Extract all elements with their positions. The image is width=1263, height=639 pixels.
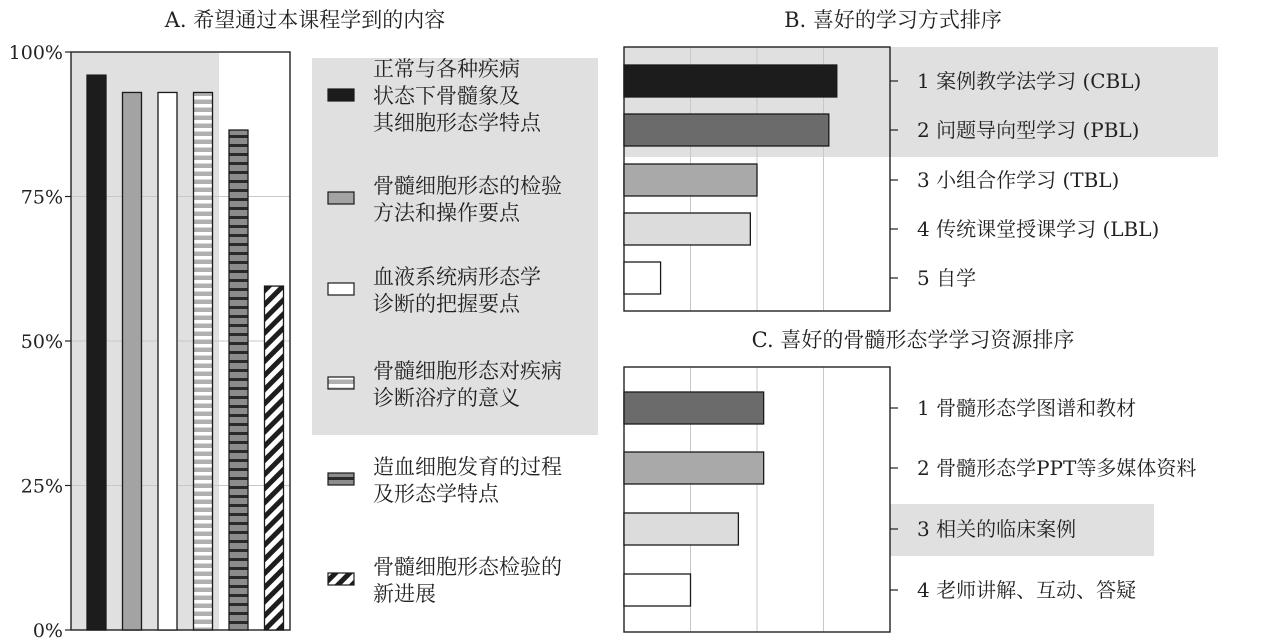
legend-label: 诊断浴疗的意义: [373, 386, 520, 410]
legend-swatch-4: [328, 377, 354, 389]
bar-b-2: [624, 114, 829, 146]
legend-label: 状态下骨髓象及: [373, 84, 520, 108]
category-label: 5 自学: [917, 266, 977, 290]
category-label: 1 骨髓形态学图谱和教材: [917, 396, 1137, 420]
bar-c-4: [624, 574, 691, 606]
panel-c-title: C. 喜好的骨髓形态学学习资源排序: [751, 328, 1075, 352]
bar-b-4: [624, 213, 750, 245]
bar-b-3: [624, 164, 757, 196]
legend-label: 及形态学特点: [373, 482, 499, 506]
category-label: 3 小组合作学习 (TBL): [917, 168, 1120, 192]
category-label: 3 相关的临床案例: [917, 517, 1077, 541]
legend-label: 骨髓细胞形态的检验: [373, 174, 562, 198]
bar-c-1: [624, 392, 764, 424]
y-tick-label: 100%: [8, 42, 63, 64]
panel-a-title: A. 希望通过本课程学到的内容: [164, 8, 446, 32]
legend-label: 方法和操作要点: [373, 201, 520, 225]
bar-a-2: [123, 92, 142, 630]
legend-label: 骨髓细胞形态对疾病: [373, 359, 562, 383]
category-label: 2 骨髓形态学PPT等多媒体资料: [917, 456, 1197, 480]
bar-c-2: [624, 452, 764, 484]
legend-label: 造血细胞发育的过程: [373, 455, 562, 479]
legend-label: 正常与各种疾病: [373, 57, 520, 81]
category-label: 2 问题导向型学习 (PBL): [917, 118, 1140, 142]
category-label: 4 老师讲解、互动、答疑: [917, 578, 1137, 602]
category-label: 4 传统课堂授课学习 (LBL): [917, 217, 1160, 241]
legend-label: 血液系统病形态学: [373, 265, 541, 289]
bar-a-1: [87, 75, 106, 630]
legend-swatch-5: [328, 473, 354, 485]
bar-a-4: [194, 92, 213, 630]
bar-a-3: [158, 92, 177, 630]
bar-a-5: [229, 130, 248, 630]
bar-a-6: [265, 286, 284, 630]
bar-c-3: [624, 513, 738, 545]
y-tick-label: 75%: [20, 186, 63, 209]
legend-label: 诊断的把握要点: [373, 292, 520, 316]
y-tick-label: 50%: [20, 331, 63, 353]
bar-b-5: [624, 262, 661, 294]
bar-b-1: [624, 65, 837, 97]
panel-a: [9, 8, 598, 639]
legend-label: 新进展: [373, 582, 436, 606]
legend-swatch-2: [328, 192, 354, 204]
panel-b-title: B. 喜好的学习方式排序: [784, 8, 1002, 32]
panel-b: [624, 8, 1218, 311]
category-label: 1 案例教学法学习 (CBL): [917, 69, 1142, 93]
legend-label: 骨髓细胞形态检验的: [373, 555, 562, 579]
legend-label: 其细胞形态学特点: [373, 111, 541, 135]
y-tick-label: 0%: [32, 620, 63, 639]
panel-c: [624, 328, 1196, 632]
legend-swatch-3: [328, 283, 354, 295]
legend-swatch-1: [328, 89, 354, 101]
legend-swatch-6: [328, 573, 354, 585]
y-tick-label: 25%: [20, 475, 63, 498]
